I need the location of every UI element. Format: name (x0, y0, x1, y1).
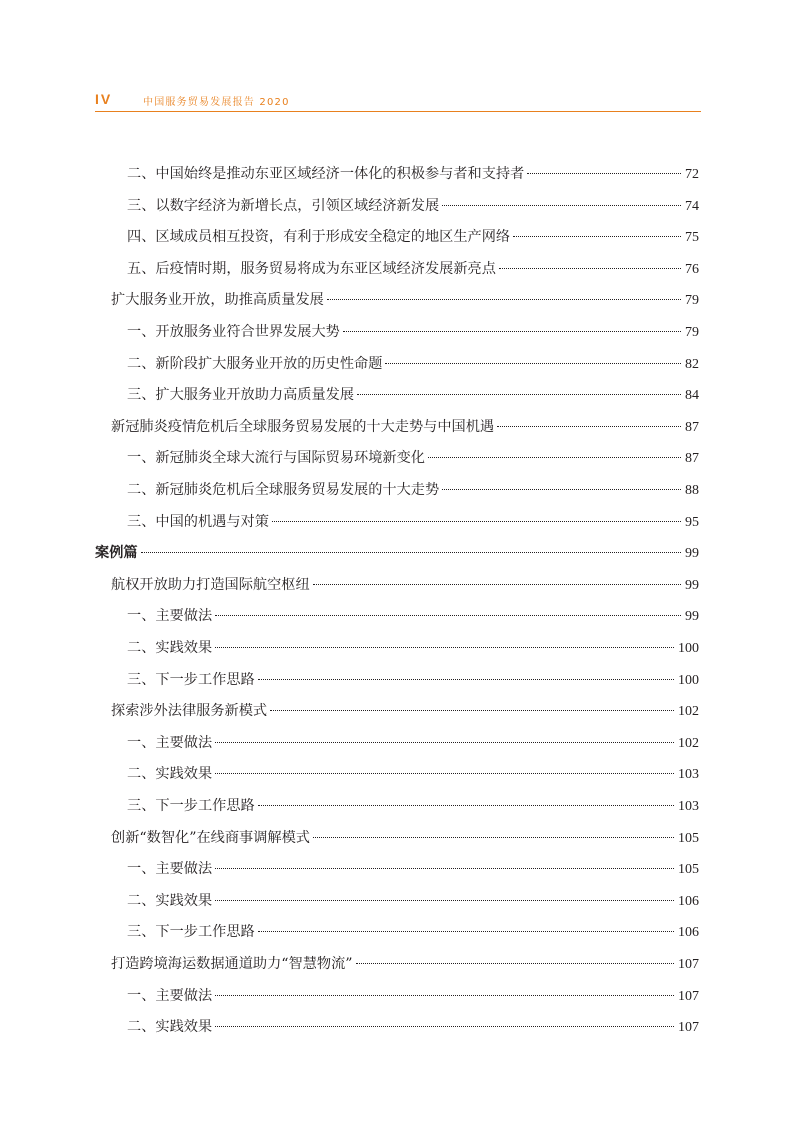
toc-entry-title: 二、实践效果 (127, 640, 213, 656)
toc-entry-page-number: 79 (685, 293, 699, 309)
toc-entry-page-number: 74 (685, 198, 699, 214)
dot-leader (215, 900, 674, 901)
toc-entry-page-number: 105 (678, 830, 699, 846)
toc-entry-page-number: 106 (678, 925, 699, 941)
dot-leader (327, 299, 681, 300)
dot-leader (527, 173, 681, 174)
toc-entry[interactable] (127, 474, 699, 506)
dot-leader (313, 584, 681, 585)
header-rule (95, 111, 701, 112)
toc-entry[interactable] (127, 221, 699, 253)
dot-leader (499, 268, 681, 269)
running-header (95, 91, 701, 111)
toc-entry-title: 一、开放服务业符合世界发展大势 (127, 324, 340, 340)
toc-entry-title: 三、扩大服务业开放助力高质量发展 (127, 387, 355, 404)
toc-entry[interactable] (127, 885, 699, 917)
toc-entry-page-number: 105 (678, 862, 699, 878)
toc-entry[interactable] (127, 379, 699, 411)
toc-entry[interactable] (127, 632, 699, 664)
toc-entry-page-number: 88 (685, 483, 699, 498)
toc-entry[interactable] (127, 253, 699, 285)
toc-entry-title: 三、以数字经济为新增长点，引领区域经济新发展 (127, 197, 440, 214)
toc-entry[interactable] (111, 284, 699, 316)
toc-entry-title: 二、实践效果 (127, 1019, 213, 1036)
dot-leader (258, 931, 674, 932)
toc-entry[interactable] (127, 158, 699, 190)
toc-entry-title: 三、中国的机遇与对策 (127, 513, 269, 530)
toc-entry[interactable] (127, 190, 699, 222)
toc-entry-title: 探索涉外法律服务新模式 (111, 703, 268, 720)
toc-entry-title: 二、新阶段扩大服务业开放的历史性命题 (127, 355, 383, 372)
dot-leader (356, 963, 674, 964)
dot-leader (270, 710, 674, 711)
dot-leader (442, 205, 681, 206)
toc-entry-page-number: 99 (685, 546, 699, 562)
toc-entry-page-number: 107 (678, 957, 699, 972)
toc-entry[interactable] (127, 727, 699, 759)
toc-entry-title: 一、主要做法 (127, 987, 213, 1004)
toc-entry-page-number: 75 (685, 230, 699, 246)
running-header-title: 中国服务贸易发展报告 2020 (143, 97, 290, 108)
toc-entry-page-number: 99 (685, 577, 699, 593)
toc-entry[interactable] (127, 348, 699, 380)
toc-entry-page-number: 102 (678, 735, 699, 751)
dot-leader (215, 742, 674, 743)
toc-entry-title: 三、下一步工作思路 (127, 924, 255, 941)
dot-leader (215, 868, 674, 869)
toc-entry-title: 二、中国始终是推动东亚区域经济一体化的积极参与者和支持者 (127, 166, 525, 182)
toc-entry[interactable] (127, 980, 699, 1012)
page-number-roman: IV (95, 91, 113, 107)
toc-entry-page-number: 103 (678, 767, 699, 783)
toc-entry-title: 三、下一步工作思路 (127, 671, 255, 688)
toc-entry-page-number: 100 (678, 641, 699, 656)
dot-leader (357, 394, 681, 395)
toc-entry[interactable] (127, 758, 699, 790)
toc-entry-title: 航权开放助力打造国际航空枢纽 (111, 576, 310, 593)
dot-leader (215, 995, 674, 996)
dot-leader (141, 552, 681, 553)
toc-entry-title: 打造跨境海运数据通道助力“智慧物流” (111, 956, 353, 972)
dot-leader (258, 805, 674, 806)
dot-leader (258, 679, 674, 680)
toc-entry-title: 扩大服务业开放，助推高质量发展 (111, 292, 324, 309)
toc-entry[interactable] (127, 506, 699, 538)
toc-entry-page-number: 72 (685, 167, 699, 182)
toc-entry[interactable] (111, 695, 699, 727)
toc-entry-page-number: 84 (685, 388, 699, 404)
toc-entry-page-number: 79 (685, 325, 699, 340)
dot-leader (215, 647, 674, 648)
toc-entry-page-number: 99 (685, 609, 699, 625)
toc-entry[interactable] (127, 853, 699, 885)
dot-leader (497, 426, 681, 427)
dot-leader (215, 615, 681, 616)
toc-entry-title: 案例篇 (95, 545, 138, 562)
toc-entry[interactable] (127, 664, 699, 696)
toc-entry-title: 三、下一步工作思路 (127, 798, 255, 814)
toc-entry-title: 二、新冠肺炎危机后全球服务贸易发展的十大走势 (127, 482, 440, 498)
toc-entry-page-number: 100 (678, 672, 699, 688)
toc-entry-page-number: 107 (678, 1020, 699, 1036)
toc-entry[interactable] (111, 948, 699, 980)
toc-entry[interactable] (127, 600, 699, 632)
toc-entry-title: 二、实践效果 (127, 766, 213, 783)
toc-entry[interactable] (127, 442, 699, 474)
toc-entry-title: 一、主要做法 (127, 608, 213, 625)
toc-entry-page-number: 82 (685, 356, 699, 372)
toc-entry[interactable] (127, 1011, 699, 1043)
toc-entry[interactable] (127, 316, 699, 348)
dot-leader (215, 1026, 674, 1027)
toc-entry-title: 一、主要做法 (127, 861, 213, 878)
toc-entry-page-number: 87 (685, 451, 699, 467)
toc-entry[interactable] (111, 411, 699, 443)
dot-leader (343, 331, 681, 332)
toc-entry[interactable] (111, 569, 699, 601)
toc-entry-page-number: 76 (685, 261, 699, 277)
toc-entry-title: 二、实践效果 (127, 892, 213, 909)
dot-leader (272, 521, 681, 522)
toc-entry[interactable] (127, 916, 699, 948)
dot-leader (313, 837, 674, 838)
toc-entry-page-number: 103 (678, 799, 699, 814)
toc-entry-page-number: 102 (678, 704, 699, 720)
toc-entry[interactable] (95, 537, 699, 569)
toc-entry-title: 五、后疫情时期，服务贸易将成为东亚区域经济发展新亮点 (127, 260, 496, 277)
toc-entry-page-number: 87 (685, 419, 699, 435)
toc-entry-title: 创新“数智化”在线商事调解模式 (111, 829, 310, 846)
toc-entry-title: 一、新冠肺炎全球大流行与国际贸易环境新变化 (127, 450, 425, 467)
dot-leader (215, 773, 674, 774)
toc-entry[interactable] (111, 822, 699, 854)
toc-entry[interactable] (127, 790, 699, 822)
toc-entry-page-number: 106 (678, 893, 699, 909)
dot-leader (513, 236, 681, 237)
dot-leader (428, 457, 681, 458)
toc-entry-page-number: 95 (685, 514, 699, 530)
toc-entry-title: 四、区域成员相互投资，有利于形成安全稳定的地区生产网络 (127, 229, 511, 246)
dot-leader (442, 489, 681, 490)
toc-entry-title: 一、主要做法 (127, 734, 213, 751)
toc-entry-page-number: 107 (678, 988, 699, 1004)
toc-entry-title: 新冠肺炎疫情危机后全球服务贸易发展的十大走势与中国机遇 (111, 418, 495, 435)
dot-leader (385, 363, 681, 364)
